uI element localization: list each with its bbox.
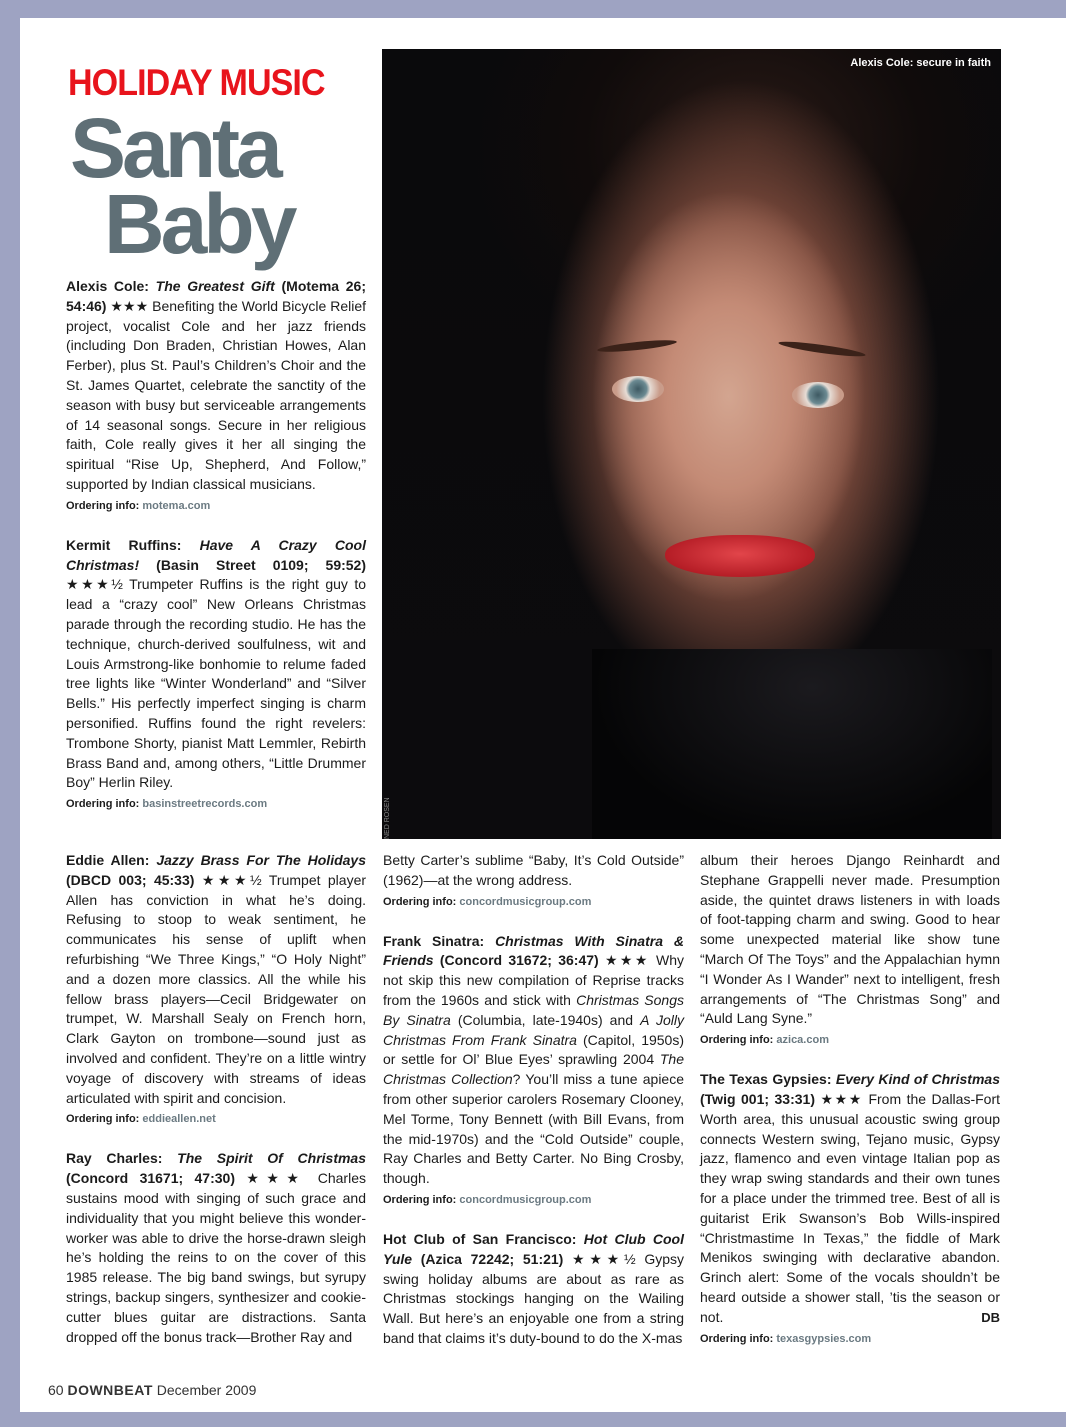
signature: DB bbox=[981, 1309, 1000, 1325]
review-eddie-allen: Eddie Allen: Jazzy Brass For The Holidays (DBCD 003; 45:33) ★★★½ Trumpet player Allen has conviction in what he’s doing. Refusing to stoop to weak sentiment, he communicates his sense of uplift when refurbishing “We Three Kings,” “O Holy Night” and a dozen more classics. All the while his fellow brass players—Cecil Bridgewater on trumpet, W. Marshall Sealy on French horn, Clark Gayton on trombone—sound just as involved and confident. They’re on a little wintry voyage of discovery with streams of ideas articulated with spirit and concision. bbox=[66, 852, 367, 1106]
review-ray-charles: Ray Charles: The Spirit Of Christmas (Concord 31671; 47:30) ★★★ Charles sustains mood with singing of such grace and individuality that you might believe this wonder-worker was able to drive the horse-drawn sleigh he’s holding the reins to on the cover of this 1985 release. The big band swings, but syrupy strings, backup singers, synthesizer and cookie-cutter blues guitar are distractions. Santa dropped off the bonus track—Brother Ray and bbox=[66, 1150, 366, 1345]
review-label-info: (Concord 31671; 47:30) bbox=[66, 1170, 235, 1187]
ordering-link[interactable]: eddieallen.net bbox=[142, 1113, 216, 1126]
page-footer bbox=[48, 1382, 256, 1398]
photo-caption: Alexis Cole: secure in faith bbox=[850, 57, 991, 69]
column-2 bbox=[383, 851, 684, 1349]
photo-credit: NED ROSEN bbox=[384, 797, 391, 839]
review-artist: Eddie Allen bbox=[66, 852, 145, 868]
rating-stars: ★★★ bbox=[820, 1090, 863, 1107]
ordering-info: Ordering info: texasgypsies.com bbox=[700, 1332, 872, 1345]
headline-line-1: Santa bbox=[70, 101, 279, 195]
review-body: Trumpet player Allen has conviction in what he’s doing. Refusing to stoop to weak sentiment, he communicates his sense of uplift when refurbishing “We Three Kings,” “O Holy Night” and a dozen more classics. All the while his fellow brass players—Cecil Bridgewater on trumpet, W. Marshall Sealy on French horn, Clark Gayton on trombone—sound just as involved and confident. They’re on a little wintry voyage of discovery with streams of ideas articulated with spirit and concision. bbox=[66, 871, 367, 1106]
review-artist: Frank Sinatra bbox=[383, 932, 480, 949]
ordering-info: Ordering info: eddieallen.net bbox=[66, 1113, 216, 1126]
ordering-link[interactable]: concordmusicgroup.com bbox=[459, 895, 592, 908]
ordering-link[interactable]: concordmusicgroup.com bbox=[459, 1193, 592, 1206]
review-continued: Betty Carter’s sublime “Baby, It’s Cold Outside” (1962)—at the wrong address. bbox=[383, 852, 684, 888]
section-kicker: HOLIDAY MUSIC bbox=[68, 62, 325, 103]
review-hot-club: Hot Club of San Francisco: Hot Club Cool Yule (Azica 72242; 51:21) ★★★½ Gypsy swing holiday albums are about as rare as Christmas stockings hanging on the Wailing Wall. But here’s an enjoyable one from a string band that claims it’s duty-bound to do the X-mas bbox=[383, 1230, 685, 1346]
ordering-info: Ordering info: concordmusicgroup.com bbox=[383, 1193, 592, 1206]
ordering-link[interactable]: basinstreetrecords.com bbox=[142, 798, 268, 811]
ordering-link[interactable]: motema.com bbox=[142, 499, 211, 512]
review-album: Hot Club Cool Yule bbox=[383, 1230, 684, 1267]
review-body: Gypsy swing holiday albums are about as rare as Christmas stockings hanging on the Wailing Wall. But here’s an enjoyable one from a string band that claims it’s duty-bound to do the X-mas bbox=[383, 1250, 685, 1346]
artist-photo bbox=[382, 49, 1001, 839]
ordering-info: Ordering info: basinstreetrecords.com bbox=[66, 798, 268, 811]
column-1-top bbox=[66, 277, 366, 834]
review-album: Every Kind of Christmas bbox=[835, 1071, 1000, 1088]
review-kermit-ruffins: Kermit Ruffins: Have A Crazy Cool Christmas! (Basin Street 0109; 59:52) ★★★½ Trumpeter Ruffins is the right guy to lead a “crazy cool” New Orleans Christmas parade through the recording studio. He has the technique, church-derived soulfulness, wit and Louis Armstrong-like bonhomie to relume faded tree lights like “Winter Wonderland” and “Silver Bells.” His perfectly imperfect singing is charm personified. Ruffins found the right revelers: Trombone Shorty, pianist Matt Lemmler, Rebirth Brass Band and, among others, “Little Drummer Boy” Herlin Riley. bbox=[66, 536, 367, 791]
review-label-info: (Azica 72242; 51:21) bbox=[420, 1250, 564, 1267]
review-album: Jazzy Brass For The Holidays bbox=[156, 852, 366, 868]
review-label-info: (Twig 001; 33:31) bbox=[700, 1090, 815, 1107]
issue-date: December 2009 bbox=[156, 1382, 257, 1398]
rating-stars: ★★★ bbox=[110, 297, 149, 314]
magazine-name: DOWNBEAT bbox=[67, 1382, 153, 1398]
review-frank-sinatra: Frank Sinatra: Christmas With Sinatra & Friends (Concord 31672; 36:47) ★★★ Why not skip this new compilation of Reprise tracks from the 1960s and stick with Christmas Songs By Sinatra (Columbia, late-1940s) and A Jolly Christmas From Frank Sinatra (Capitol, 1950s) or settle for Ol’ Blue Eyes’ sprawling 2004 The Christmas Collection? You’ll miss a tune apiece from other superior carolers Rosemary Clooney, Mel Torme, Tony Bennett (with Bill Evans, from the mid-1970s) and the “Cold Outside” couple, Ray Charles and Betty Carter. No Bing Crosby, though. bbox=[383, 932, 685, 1187]
ordering-info: Ordering info: azica.com bbox=[700, 1034, 829, 1047]
review-artist: Hot Club of San Francisco bbox=[383, 1230, 572, 1247]
review-continued: album their heroes Django Reinhardt and Stephane Grappelli never made. Presumption aside, the quintet draws listeners in with loads of foot-tapping charm and swing. Good to hear some unexpected material like show tune “March Of The Toys” and the Appalachian hymn “I Wonder As I Wander” next to intelligent, fresh arrangements of “The Christmas Song” and “Auld Lang Syne.” bbox=[700, 852, 1000, 1027]
review-label-info: (Basin Street 0109; 59:52) bbox=[156, 556, 366, 573]
ordering-link[interactable]: texasgypsies.com bbox=[776, 1332, 872, 1345]
review-album: Christmas With Sinatra & Friends bbox=[383, 932, 684, 969]
headline-line-2: Baby bbox=[104, 177, 294, 271]
review-body: Trumpeter Ruffins is the right guy to lead a “crazy cool” New Orleans Christmas parade through the recording studio. He has the technique, church-derived soulfulness, wit and Louis Armstrong-like bonhomie to relume faded tree lights like “Winter Wonderland” and “Silver Bells.” His perfectly imperfect singing is charm personified. Ruffins found the right revelers: Trombone Shorty, pianist Matt Lemmler, Rebirth Brass Band and, among others, “Little Drummer Boy” Herlin Riley. bbox=[66, 576, 367, 791]
review-artist: Alexis Cole bbox=[66, 278, 145, 294]
ordering-info: Ordering info: motema.com bbox=[66, 499, 211, 512]
rating-stars: ★★★½ bbox=[66, 576, 123, 593]
rating-stars: ★★★ bbox=[246, 1170, 307, 1187]
review-artist: Kermit Ruffins bbox=[66, 536, 177, 553]
review-label-info: (Concord 31672; 36:47) bbox=[439, 952, 599, 969]
review-album: The Greatest Gift bbox=[155, 278, 275, 294]
review-body: Charles sustains mood with singing of such grace and individuality that you might believe this wonder-worker was able to drive the horse-drawn sleigh he’s holding the reins to on the cover of this 1985 release. The big band swings, but syrupy strings, backup singers, synthesizer and cookie-cutter blues guitar are distractions. Santa dropped off the bonus track—Brother Ray and bbox=[66, 1170, 366, 1345]
page-number: 60 bbox=[48, 1382, 64, 1398]
review-body: From the Dallas-Fort Worth area, this unusual acoustic swing group connects Western swing, Tejano music, Gypsy jazz, flamenco and even vintage Italian pop as they wrap swing standards and their own tunes for a place under the trimmed tree. Best of all is guitarist Erik Swanson’s Bob Wills-inspired “Christmastime In Texas,” the fiddle of Mark Menikos swinging with declarative abandon. Grinch alert: Some of the vocals shouldn’t be heard outside a shower stall, ’tis the season or not. bbox=[700, 1090, 1001, 1325]
ordering-link[interactable]: azica.com bbox=[776, 1034, 829, 1047]
review-album: The Spirit Of Christmas bbox=[177, 1150, 366, 1167]
column-1-bottom bbox=[66, 851, 366, 1347]
rating-stars: ★★★½ bbox=[201, 871, 262, 888]
rating-stars: ★★★½ bbox=[572, 1250, 636, 1267]
review-texas-gypsies: The Texas Gypsies: Every Kind of Christmas (Twig 001; 33:31) ★★★ From the Dallas-Fort Worth area, this unusual acoustic swing group connects Western swing, Tejano music, Gypsy jazz, flamenco and even vintage Italian pop as they wrap swing standards and their own tunes for a place under the trimmed tree. Best of all is guitarist Erik Swanson’s Bob Wills-inspired “Christmastime In Texas,” the fiddle of Mark Menikos swinging with declarative abandon. Grinch alert: Some of the vocals shouldn’t be heard outside a shower stall, ’tis the season or not. DB bbox=[700, 1070, 1000, 1327]
review-label-info: (Motema 26; 54:46) bbox=[66, 278, 366, 314]
magazine-page bbox=[20, 18, 1066, 1412]
review-album: Have A Crazy Cool Christmas! bbox=[66, 536, 366, 573]
review-artist: Ray Charles bbox=[66, 1150, 158, 1167]
review-label-info: (DBCD 003; 45:33) bbox=[66, 871, 195, 888]
review-artist: The Texas Gypsies bbox=[700, 1071, 827, 1088]
column-3 bbox=[700, 851, 1000, 1369]
review-body: Benefiting the World Bicycle Relief project, vocalist Cole and her jazz friends (including Don Braden, Christian Howes, Alan Ferber), plus St. Paul’s Children’s Choir and the St. James Quartet, celebrate the sanctity of the season with busy but serviceable arrangements of 14 seasonal songs. Secure in her religious faith, Cole really gives it her all singing the spiritual “Rise Up, Shepherd, And Follow,” supported by Indian classical musicians. bbox=[66, 297, 367, 492]
review-alexis-cole: Alexis Cole: The Greatest Gift (Motema 26; 54:46) ★★★ Benefiting the World Bicycle Relief project, vocalist Cole and her jazz friends (including Don Braden, Christian Howes, Alan Ferber), plus St. Paul’s Children’s Choir and the St. James Quartet, celebrate the sanctity of the season with busy but serviceable arrangements of 14 seasonal songs. Secure in her religious faith, Cole really gives it her all singing the spiritual “Rise Up, Shepherd, And Follow,” supported by Indian classical musicians. bbox=[66, 278, 367, 492]
ordering-info: Ordering info: concordmusicgroup.com bbox=[383, 895, 592, 908]
rating-stars: ★★★ bbox=[604, 952, 650, 969]
